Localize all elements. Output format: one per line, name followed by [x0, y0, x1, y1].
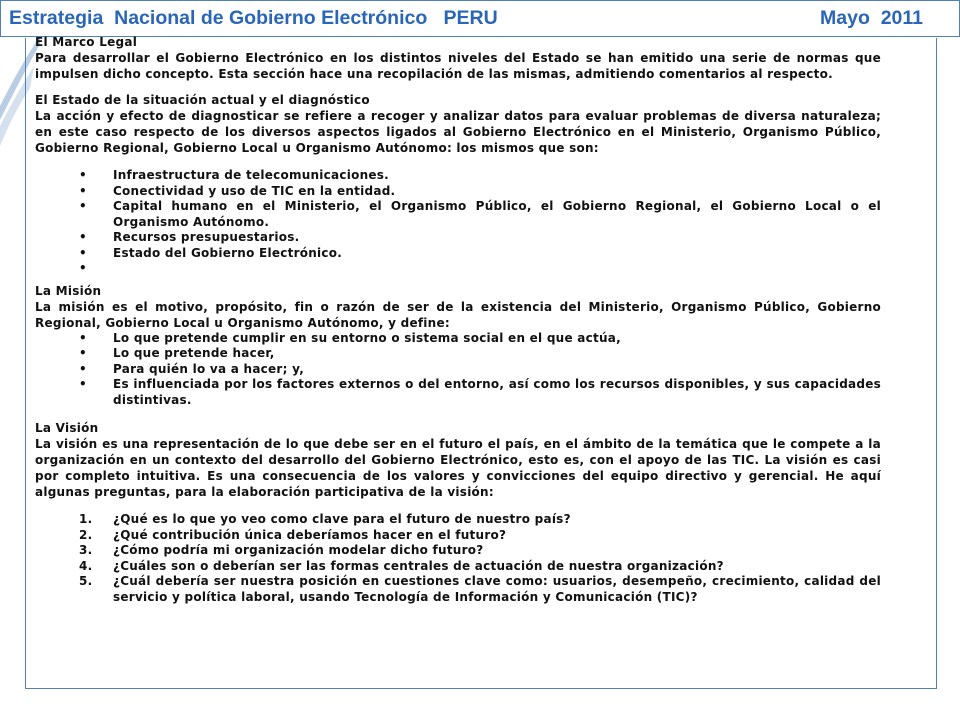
list-item-text: Para quién lo va a hacer; y, [113, 361, 305, 376]
list-item [35, 261, 881, 277]
section-paragraph: La misión es el motivo, propósito, fin o razón de ser de la existencia del Ministerio, Organismo Público, Gobierno Regional, Gobierno Local u Organismo Autónomo, y define: [35, 299, 881, 330]
bullet-list [35, 331, 881, 409]
bullet-icon: • [79, 183, 87, 198]
bullet-icon: • [79, 361, 87, 376]
bullet-icon: • [79, 199, 87, 213]
section-heading: El Marco Legal [35, 35, 138, 49]
section-vision [35, 420, 881, 605]
section-paragraph: Para desarrollar el Gobierno Electrónico en los distintos niveles del Estado se han emitido una serie de normas que impulsen dicho concepto. Esta sección hace una recopilación de las mismas, admitiendo comentarios al respecto. [35, 51, 881, 81]
list-item-text: Lo que pretende cumplir en su entorno o sistema social en el que actúa, [113, 330, 621, 345]
bullet-list [35, 168, 881, 277]
list-number: 2. [79, 527, 93, 542]
bullet-icon: • [79, 346, 87, 360]
list-item [35, 346, 881, 362]
bullet-icon: • [79, 245, 87, 260]
numbered-list [35, 512, 881, 605]
header-title: Estrategia Nacional de Gobierno Electrónico PERU [9, 7, 498, 29]
section-heading: El Estado de la situación actual y el diagnóstico [35, 93, 370, 107]
section-heading: La Misión [35, 283, 102, 298]
section-estado-diagnostico [35, 92, 881, 277]
list-item-text: Infraestructura de telecomunicaciones. [113, 168, 389, 182]
list-item [35, 528, 881, 544]
list-item-text: ¿Cuáles son o deberían ser las formas centrales de actuación de nuestra organización? [113, 558, 724, 573]
list-item [35, 184, 881, 200]
list-item [35, 559, 881, 575]
bullet-icon: • [79, 377, 87, 391]
list-item-text: Es influenciada por los factores externos o del entorno, así como los recursos disponibles, y sus capacidades distintivas. [113, 377, 881, 407]
header-bar [0, 0, 960, 37]
list-number: 4. [79, 558, 93, 573]
list-number: 5. [79, 574, 93, 588]
document-body [35, 34, 881, 605]
list-item-text: Lo que pretende hacer, [113, 346, 275, 360]
bullet-icon: • [79, 230, 87, 244]
list-item [35, 543, 881, 559]
section-paragraph: La acción y efecto de diagnosticar se refiere a recoger y analizar datos para evaluar problemas de diversa naturaleza; en este caso respecto de los diversos aspectos ligados al Gobierno Electrónico en el Ministerio, Organismo Público, Gobierno Regional, Gobierno Local u Organismo Autónomo: los mismos que son: [35, 109, 881, 155]
list-item-text: Conectividad y uso de TIC en la entidad. [113, 183, 396, 198]
list-item [35, 246, 881, 262]
list-item-text: Estado del Gobierno Electrónico. [113, 245, 343, 260]
bullet-icon: • [79, 168, 87, 182]
section-mision [35, 283, 881, 409]
list-item [35, 377, 881, 408]
list-item-text: Capital humano en el Ministerio, el Organismo Público, el Gobierno Regional, el Gobierno Local o el Organismo Autónomo. [113, 199, 881, 229]
list-number: 3. [79, 543, 93, 557]
section-paragraph: La visión es una representación de lo que debe ser en el futuro el país, en el ámbito de la temática que le compete a la organización en un contexto del desarrollo del Gobierno Electrónico, esto es, con el apoyo de las TIC. La visión es casi por completo intuitiva. Es una consecuencia de los valores y convicciones del equipo directivo y gerencial. He aquí algunas preguntas, para la elaboración participativa de la visión: [35, 437, 881, 499]
section-heading: La Visión [35, 421, 99, 435]
list-number: 1. [79, 512, 93, 526]
list-item-text: Recursos presupuestarios. [113, 230, 300, 244]
bullet-icon: • [79, 330, 87, 345]
list-item [35, 362, 881, 378]
list-item-text: ¿Qué contribución única deberíamos hacer en el futuro? [113, 527, 507, 542]
list-item-text: ¿Cómo podría mi organización modelar dicho futuro? [113, 543, 484, 557]
bullet-icon: • [79, 261, 87, 275]
list-item-text: ¿Qué es lo que yo veo como clave para el futuro de nuestro país? [113, 512, 571, 526]
list-item-text: ¿Cuál debería ser nuestra posición en cuestiones clave como: usuarios, desempeño, crecimiento, calidad del servicio y política laboral, usando Tecnología de Información y Comunicación (TIC)? [113, 574, 881, 604]
list-item [35, 199, 881, 230]
list-item [35, 512, 881, 528]
list-item [35, 230, 881, 246]
list-item [35, 574, 881, 605]
list-item [35, 168, 881, 184]
section-marco-legal [35, 34, 881, 82]
header-date: Mayo 2011 [820, 7, 923, 29]
list-item [35, 331, 881, 347]
